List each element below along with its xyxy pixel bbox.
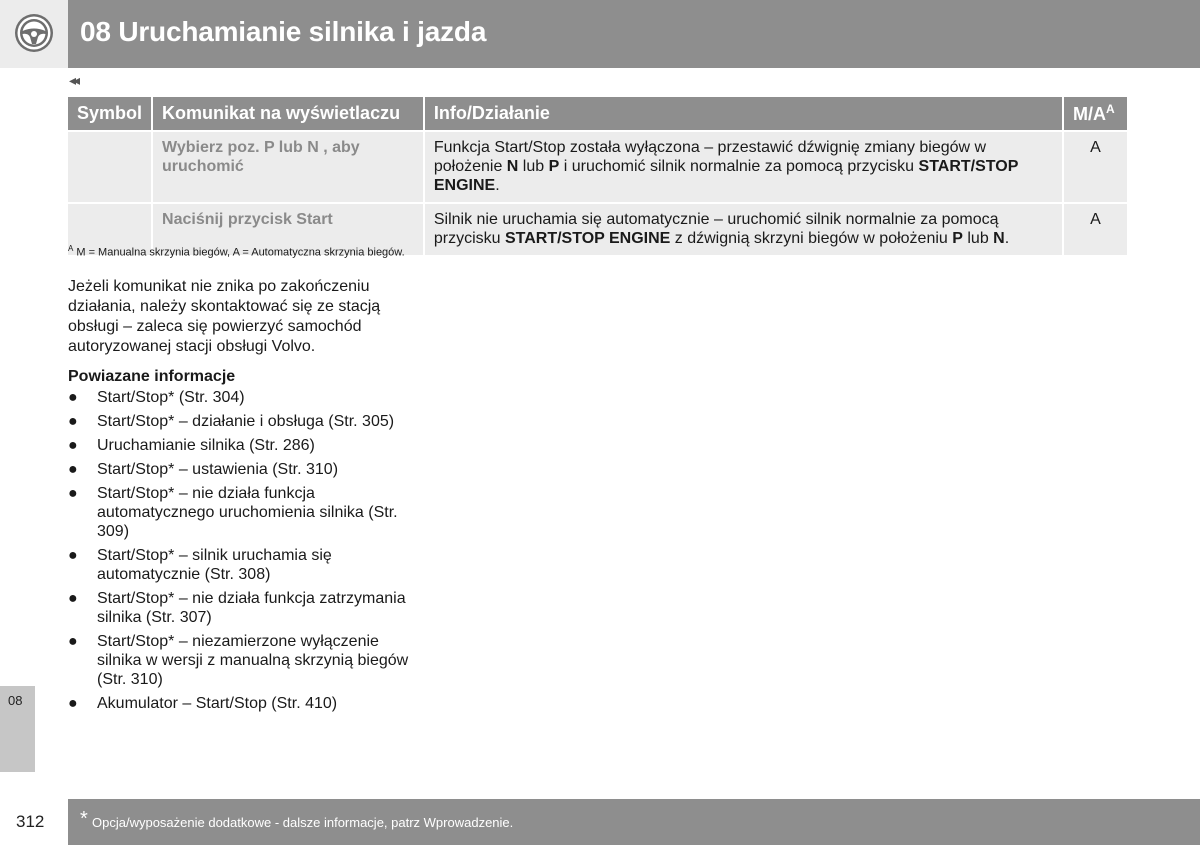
chapter-tab-label: 08 xyxy=(8,693,23,708)
info-emphasis: P xyxy=(952,230,963,247)
related-info-heading: Powiazane informacje xyxy=(68,368,236,385)
info-text: lub xyxy=(962,230,994,247)
related-link-text: Start/Stop* – silnik uruchamia się automatycznie (Str. 308) xyxy=(97,547,332,583)
bullet-icon: ● xyxy=(68,389,78,406)
info-text: z dźwignią skrzyni biegów w położeniu xyxy=(670,230,953,247)
footnote-mark: A xyxy=(68,244,74,253)
related-link-text: Start/Stop* – nie działa funkcja zatrzymania silnika (Str. 307) xyxy=(97,590,406,626)
header-logo-area xyxy=(0,0,68,68)
bullet-icon: ● xyxy=(68,461,78,478)
header-bar xyxy=(68,0,1200,68)
info-text: Silnik nie uruchamia się automatycznie – uruchomić silnik normalnie za pomocą przycisku xyxy=(433,211,999,247)
chapter-title: 08 Uruchamianie silnika i jazda xyxy=(80,16,487,47)
related-link[interactable] xyxy=(68,632,413,689)
info-text: Funkcja Start/Stop została wyłączona – przestawić dźwignię zmiany biegów w położenie xyxy=(433,139,987,175)
related-link[interactable] xyxy=(68,412,413,431)
symbol-cell xyxy=(68,132,151,202)
display-messages-table xyxy=(66,95,1129,257)
bullet-icon: ● xyxy=(68,413,78,430)
body-paragraph: Jeżeli komunikat nie znika po zakończeniu działania, należy skontaktować się ze stacją obsługi – zaleca się powierzyć samochód autoryzowanej stacji obsługi Volvo. xyxy=(68,278,381,355)
related-link[interactable] xyxy=(68,546,413,584)
related-link[interactable] xyxy=(68,436,413,455)
info-emphasis: N xyxy=(993,230,1005,247)
info-emphasis: START/STOP ENGINE xyxy=(433,158,1019,194)
related-link[interactable] xyxy=(68,694,413,713)
info-cell xyxy=(425,132,1062,202)
related-info-list xyxy=(68,388,413,718)
info-text: . xyxy=(1004,230,1010,247)
ma-cell: A xyxy=(1064,204,1127,255)
footer-note: Opcja/wyposażenie dodatkowe - dalsze informacje, patrz Wprowadzenie. xyxy=(92,815,514,830)
info-cell xyxy=(425,204,1062,255)
related-link[interactable] xyxy=(68,388,413,407)
footer-bar xyxy=(68,799,1200,845)
related-link-text: Start/Stop* (Str. 304) xyxy=(97,389,245,406)
chapter-side-tab xyxy=(0,686,35,772)
info-emphasis: START/STOP ENGINE xyxy=(504,230,671,247)
bullet-icon: ● xyxy=(68,633,78,650)
table-header-row xyxy=(68,97,1127,130)
related-link[interactable] xyxy=(68,484,413,541)
column-header-symbol: Symbol xyxy=(68,97,151,130)
bullet-icon: ● xyxy=(68,485,78,502)
bullet-icon: ● xyxy=(68,437,78,454)
info-text: lub xyxy=(518,158,549,175)
info-text: i uruchomić silnik normalnie za pomocą przycisku xyxy=(559,158,919,175)
footnote-text: M = Manualna skrzynia biegów, A = Automatyczna skrzynia biegów. xyxy=(76,246,405,259)
related-link-text: Start/Stop* – niezamierzone wyłączenie silnika w wersji z manualną skrzynią biegów (Str. 310) xyxy=(97,633,409,688)
related-link-text: Akumulator – Start/Stop (Str. 410) xyxy=(97,695,338,712)
related-link-text: Start/Stop* – działanie i obsługa (Str. 305) xyxy=(97,413,395,430)
bullet-icon: ● xyxy=(68,547,78,564)
related-link[interactable] xyxy=(68,460,413,479)
table-row xyxy=(68,132,1127,202)
bullet-icon: ● xyxy=(68,695,78,712)
page-number: 312 xyxy=(16,812,45,831)
column-header-message: Komunikat na wyświetlaczu xyxy=(153,97,423,130)
related-link[interactable] xyxy=(68,589,413,627)
asterisk-mark: * xyxy=(80,808,88,830)
related-link-text: Start/Stop* – ustawienia (Str. 310) xyxy=(97,461,339,478)
info-emphasis: P xyxy=(548,158,560,175)
column-header-ma: $M/A^A$ xyxy=(1064,97,1127,130)
column-header-info: Info/Działanie xyxy=(425,97,1062,130)
info-emphasis: N xyxy=(506,158,519,175)
bullet-icon: ● xyxy=(68,590,78,607)
message-cell: Naciśnij przycisk Start xyxy=(153,204,423,255)
related-link-text: Uruchamianie silnika (Str. 286) xyxy=(97,437,315,454)
ma-cell: A xyxy=(1064,132,1127,202)
steering-wheel-icon xyxy=(14,13,54,53)
double-chevron-left-icon[interactable]: ◂◂ xyxy=(69,72,78,88)
table-footnote xyxy=(68,244,405,259)
message-cell: Wybierz poz. P lub N , aby uruchomić xyxy=(153,132,423,202)
related-link-text: Start/Stop* – nie działa funkcja automatycznego uruchomienia silnika (Str. 309) xyxy=(97,485,398,540)
info-text: . xyxy=(495,177,500,194)
footnote-marker: A xyxy=(1106,102,1115,116)
